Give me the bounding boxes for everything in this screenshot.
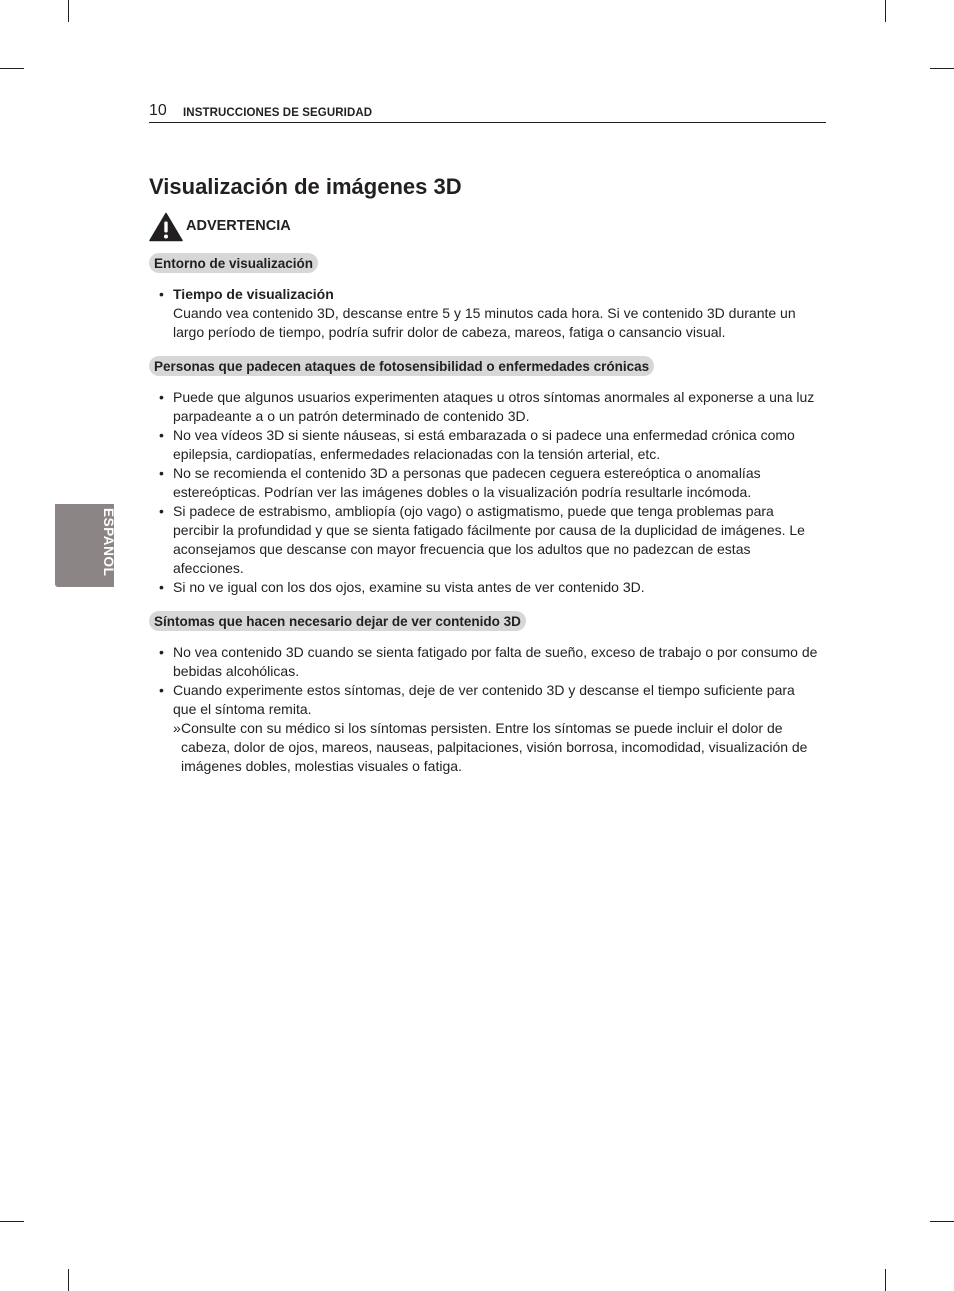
crop-mark: [68, 0, 69, 22]
list-item: • Puede que algunos usuarios experimenten ataques u otros síntomas anormales al exponerse a una luz parpadeante a o un patrón determinado de contenido 3D.: [158, 388, 818, 426]
list-item: • No se recomienda el contenido 3D a personas que padecen ceguera estereóptica o anomalías estereópticas. Podrían ver las imágenes dobles o la visualización podría resultarle incómoda.: [158, 464, 818, 502]
warning-triangle-icon: [149, 212, 183, 242]
list-item-title: • Tiempo de visualización: [173, 286, 334, 302]
list-item: • Si no ve igual con los dos ojos, examine su vista antes de ver contenido 3D.: [158, 578, 818, 597]
list-item-text: Cuando vea contenido 3D, descanse entre 5 y 15 minutos cada hora. Si ve contenido 3D durante un largo período de tiempo, podría sufrir dolor de cabeza, mareos, fatiga o cansancio visual.: [173, 305, 796, 340]
photosensitivity-list: [158, 388, 818, 597]
crop-mark: [930, 1221, 954, 1222]
subheading-photosensitivity: Personas que padecen ataques de fotosensibilidad o enfermedades crónicas: [149, 356, 654, 376]
note: [173, 719, 818, 776]
subheading-stop-symptoms: Síntomas que hacen necesario dejar de ver contenido 3D: [149, 611, 526, 631]
list-item-text: • Cuando experimente estos síntomas, deje de ver contenido 3D y descanse el tiempo suficiente para que el síntoma remita.: [173, 682, 795, 717]
crop-mark: [0, 68, 24, 69]
warning-label: ADVERTENCIA: [186, 218, 291, 234]
viewing-environment-list: [158, 285, 818, 342]
list-item: • Si padece de estrabismo, ambliopía (ojo vago) o astigmatismo, puede que tenga problemas para percibir la profundidad y que se sienta fatigado fácilmente por causa de la duplicidad de imágenes. Le aconsejamos que descanse con mayor frecuencia que los adultos que no padezcan de estas afecciones.: [158, 502, 818, 578]
note-marker: »: [173, 720, 181, 736]
crop-mark: [885, 1269, 886, 1291]
list-item: [158, 285, 818, 342]
section-name: INSTRUCCIONES DE SEGURIDAD: [183, 107, 373, 119]
list-item: [158, 681, 818, 776]
crop-mark: [68, 1269, 69, 1291]
crop-mark: [930, 68, 954, 69]
page-title: Visualización de imágenes 3D: [149, 174, 462, 199]
page-header: [149, 102, 826, 123]
crop-mark: [885, 0, 886, 22]
language-tab-label: ESPAÑOL: [101, 508, 116, 577]
list-item: • No vea vídeos 3D si siente náuseas, si está embarazada o si padece una enfermedad crónica como epilepsia, cardiopatías, enfermedades relacionadas con la tensión arterial, etc.: [158, 426, 818, 464]
crop-mark: [0, 1221, 24, 1222]
subheading-viewing-environment: Entorno de visualización: [149, 253, 318, 273]
note-text: Consulte con su médico si los síntomas persisten. Entre los síntomas se puede incluir el dolor de cabeza, dolor de ojos, mareos, nauseas, palpitaciones, visión borrosa, incomodidad, visualización de imágenes dobles, molestias visuales o fatiga.: [181, 720, 808, 774]
page-number: 10: [149, 102, 167, 119]
list-item: • No vea contenido 3D cuando se sienta fatigado por falta de sueño, exceso de trabajo o por consumo de bebidas alcohólicas.: [158, 643, 818, 681]
stop-symptoms-list: [158, 643, 818, 776]
